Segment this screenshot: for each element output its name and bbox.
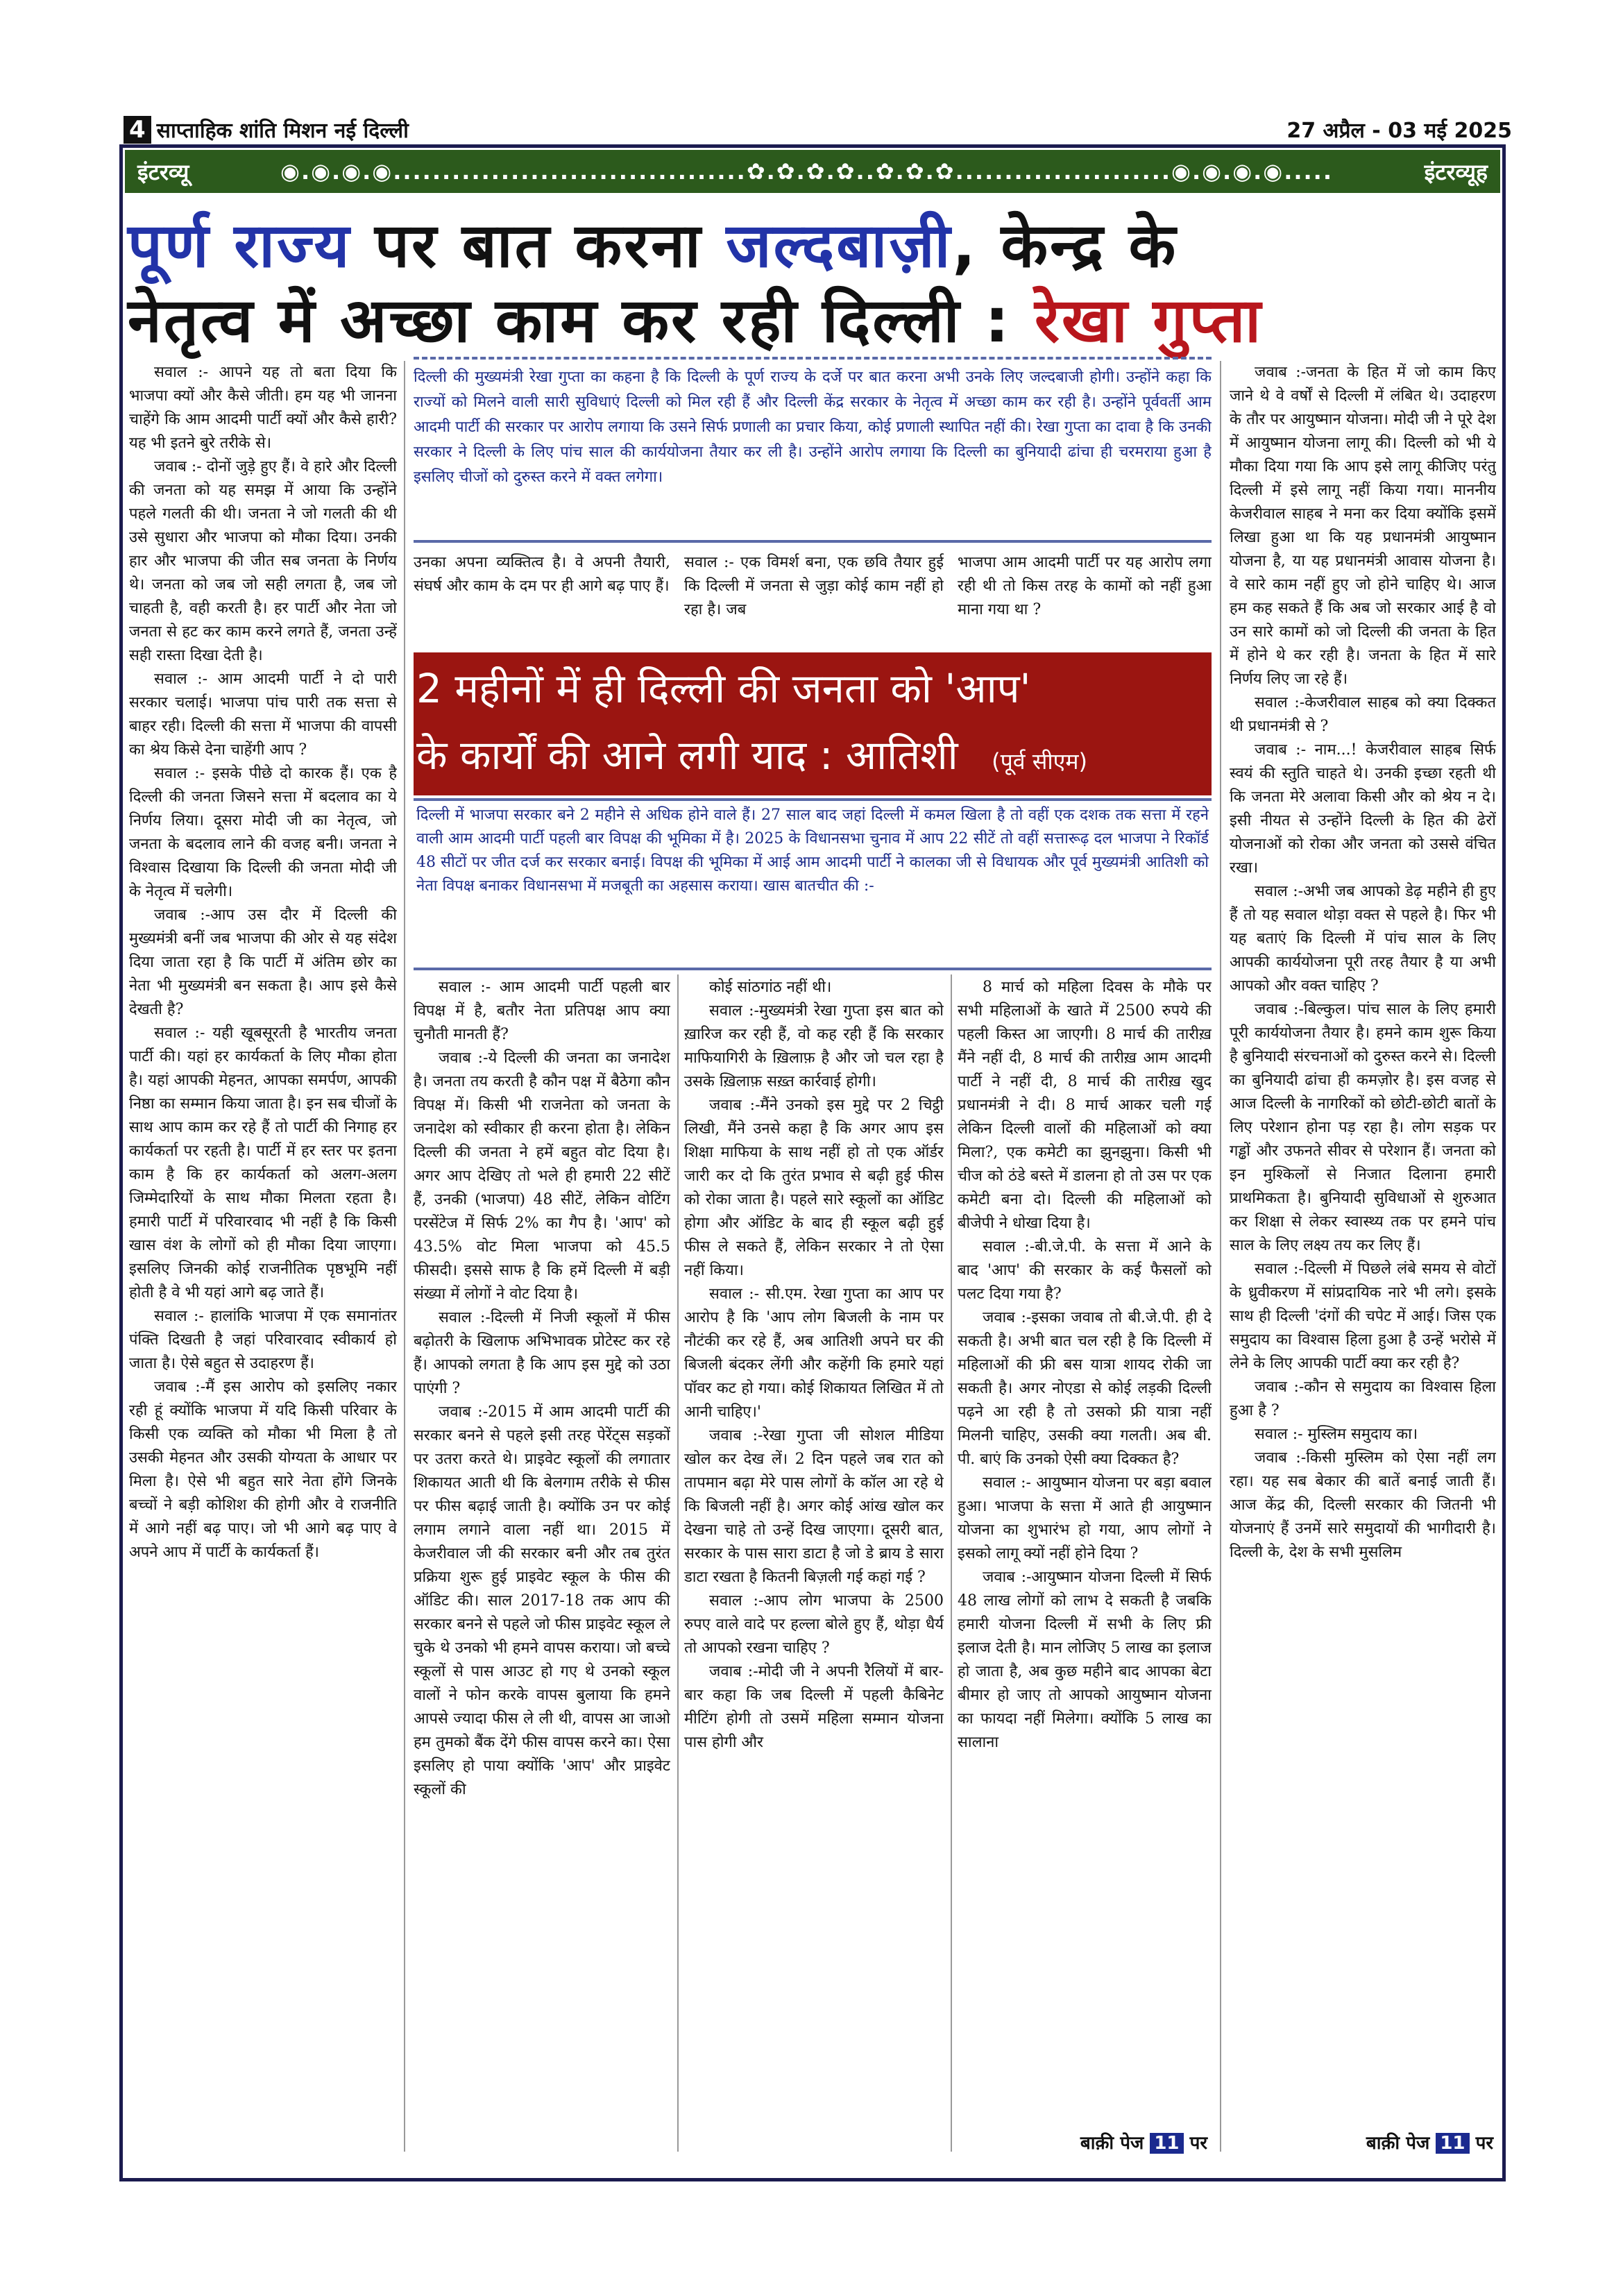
mid-top-column-2: सवाल :- एक विमर्श बना, एक छवि तैयार हुई कि दिल्ली में जनता से जुड़ा कोई काम नहीं हो रहा है। जब bbox=[684, 554, 944, 618]
paragraph: जवाब :-रेखा गुप्ता जी सोशल मीडिया खोल कर देख लें। 2 दिन पहले जब रात को तापमान बढ़ा मेरे पास लोगों के कॉल आ रहे थे कि बिजली नहीं है। अगर कोई आंख खोल कर देखना चाहे तो उन्हें दिख जाएगा। दूसरी बात, सरकार के पास सारा डाटा है जो डे ब्राय डे सारा डाटा रखता है कितनी बिज़ली गई कहां गई ? bbox=[684, 1427, 944, 1586]
paragraph: जवाब :-ये दिल्ली की जनता का जनादेश है। जनता तय करती है कौन पक्ष में बैठेगा कौन विपक्ष में। किसी भी राजनेता को जनता के जनादेश को स्वीकार ही करना होता है। लेकिन दिल्ली की जनता ने हमें बहुत वोट दिया है। अगर आप देखिए तो भले ही हमारी 22 सीटें हैं, उनकी (भाजपा) 48 सीटें, लेकिन वोटिंग परसेंटेज में सिर्फ 2% का गैप है। 'आप' को 43.5% वोट मिला भाजपा को 45.5 फीसदी। इससे साफ है कि हमें दिल्ली में बड़ी संख्या में लोगों ने वोट दिया है। bbox=[414, 1049, 670, 1303]
page-number: 4 bbox=[124, 116, 151, 144]
paragraph: जवाब :- दोनों जुड़े हुए हैं। वे हारे और दिल्ली की जनता को यह समझ में आया कि उन्होंने पहले गलती की थी। जनता ने जो गलती की थी उसे सुधारा और भाजपा को मौका दिया। उनकी हार और भाजपा की जीत सब जनता के निर्णय थे। जनता को जब जो सही लगता है, जब जो चाहती है, वही करती है। हर पार्टी और नेता जो जनता से हट कर काम करने लगते हैं, जनता उन्हें सही रास्ता दिखा देती है। bbox=[129, 458, 397, 664]
continued-page: 11 bbox=[1436, 2133, 1469, 2154]
main-headline-line2 bbox=[128, 283, 1495, 358]
continued-suffix: पर bbox=[1189, 2133, 1207, 2154]
paragraph: जवाब :-मोदी जी ने अपनी रैलियों में बार-बार कहा कि जब दिल्ली में पहली कैबिनेट मीटिंग होगी तो उसमें महिला सम्मान योजना पास होगी और bbox=[684, 1663, 944, 1751]
article-column-3 bbox=[684, 976, 944, 2156]
second-headline-banner bbox=[414, 652, 1212, 795]
issue-date: 27 अप्रैल - 03 मई 2025 bbox=[1286, 119, 1512, 143]
paragraph: जवाब :-आयुष्मान योजना दिल्ली में सिर्फ 48 लाख लोगों को लाभ दे सकती है जबकि हमारी योजना दिल्ली में सभी के लिए फ्री इलाज देती है। मान लोजिए 5 लाख का इलाज हो जाता है, अब कुछ महीने बाद आपका बेटा बीमार हो जाए तो आपको आयुष्मान योजना का फायदा नहीं मिलेगा। क्योंकि 5 लाख का सालाना bbox=[958, 1569, 1212, 1751]
paragraph: जवाब :-मैं इस आरोप को इसलिए नकार रही हूं क्योंकि भाजपा में यदि किसी परिवार के किसी एक व्यक्ति को मौका भी मिला है तो उसकी मेहनत और उसकी योग्यता के आधार पर मिला है। ऐसे भी बहुत सारे नेता होंगे जिनके बच्चों ने बड़ी कोशिश की होगी और वे राजनीति में आगे नहीं बढ़ पाए। जो भी आगे बढ़ पाए वे अपने आप में पार्टी के कार्यकर्ता हैं। bbox=[129, 1378, 397, 1561]
paragraph: जवाब :-मैंने उनको इस मुद्दे पर 2 चिट्ठी लिखी, मैंने उनसे कहा है कि अगर आप इस शिक्षा माफिया के साथ नहीं हो तो एक ऑर्डर जारी कर दो कि तुरंत प्रभाव से बढ़ी हुई फीस को रोका जाता है। पहले सारे स्कूलों का ऑडिट होगा और ऑडिट के बाद ही स्कूल बढ़ी हुई फीस ले सकते हैं, लेकिन सरकार ने तो ऐसा नहीं किया। bbox=[684, 1097, 944, 1279]
paragraph: सवाल :-अभी जब आपको डेढ़ महीने ही हुए हैं तो यह सवाल थोड़ा वक्त से पहले है। फिर भी यह बताएं कि दिल्ली में पांच साल के लिए आपकी कार्ययोजना पूरी तरह तैयार है या अभी आपको और वक्त चाहिए ? bbox=[1230, 883, 1496, 995]
banner-line2 bbox=[416, 722, 1209, 795]
article-column-1 bbox=[129, 361, 397, 2166]
publication-name: साप्ताहिक शांति मिशन नई दिल्ली bbox=[156, 119, 409, 143]
paragraph: सवाल :- आपने यह तो बता दिया कि भाजपा क्यों और कैसे जीती। हम यह भी जानना चाहेंगे कि आम आदमी पार्टी क्यों और कैसे हारी? यह भी इतने बुरे तरीके से। bbox=[129, 364, 397, 452]
column-divider bbox=[677, 974, 679, 2152]
column-divider bbox=[951, 974, 952, 2152]
paragraph: सवाल :-मुख्यमंत्री रेखा गुप्ता इस बात को ख़ारिज कर रही हैं, वो कह रही हैं कि सरकार माफियागिरी के ख़िलाफ़ है और जो चल रहा है उसके ख़िलाफ़ सख़्त कार्रवाई होगी। bbox=[684, 1002, 944, 1090]
continued-label: बाक़ी पेज bbox=[1080, 2133, 1144, 2154]
continued-suffix: पर bbox=[1475, 2133, 1493, 2154]
paragraph: कोई सांठगांठ नहीं थी। bbox=[709, 979, 832, 996]
article-column-4 bbox=[958, 976, 1212, 2121]
paragraph: जवाब :-कौन से समुदाय का विश्वास हिला हुआ है ? bbox=[1230, 1378, 1496, 1419]
second-intro: दिल्ली में भाजपा सरकार बने 2 महीने से अधिक होने वाले हैं। 27 साल बाद जहां दिल्ली में कमल खिला है तो वहीं एक दशक तक सत्ता में रहने वाली आम आदमी पार्टी पहली बार विपक्ष की भूमिका में है। 2025 के विधानसभा चुनाव में आप 22 सीटें तो वहीं सत्तारूढ़ दल भाजपा ने रिकॉर्ड 48 सीटों पर जीत दर्ज कर सरकार बनाई। विपक्ष की भूमिका में आई आम आदमी पार्टी ने कालका जी से विधायक और पूर्व मुख्यमंत्री आतिशी को नेता विपक्ष बनाकर विधानसभा में मजबूती का अहसास कराया। खास बातचीत की :- bbox=[414, 798, 1212, 970]
paragraph: सवाल :- हालांकि भाजपा में एक समानांतर पंक्ति दिखती है जहां परिवारवाद स्वीकार्य हो जाता है। ऐसे बहुत से उदाहरण हैं। bbox=[129, 1308, 397, 1372]
continued-page: 11 bbox=[1150, 2133, 1183, 2154]
continued-marker bbox=[1230, 2129, 1493, 2154]
paragraph: जवाब :-2015 में आम आदमी पार्टी की सरकार बनने से पहले इसी तरह पेरेंट्स सड़कों पर उतरा करते थे। प्राइवेट स्कूलों की लगातार शिकायत आती थी कि बेलगाम तरीके से फीस पर फीस बढ़ाई जाती है। क्योंकि उन पर कोई लगाम लगाने वाला नहीं था। 2015 में केजरीवाल जी की सरकार बनी और तब तुरंत प्रक्रिया शुरू हुई प्राइवेट स्कूल के फीस की ऑडिट की। साल 2017-18 तक आप की सरकार बनने से पहले जो फीस प्राइवेट स्कूल ले चुके थे उनको भी हमने वापस कराया। जो बच्चे स्कूलों से पास आउट हो गए थे उनको स्कूल वालों ने फोन करके वापस बुलाया कि हमने आपसे ज्यादा फीस ले ली थी, वापस आ जाओ हम तुमको बैंक देंगे फीस वापस करने का। ऐसा इसलिए हो पाया क्योंकि 'आप' और प्राइवेट स्कूलों की bbox=[414, 1403, 670, 1798]
paragraph: सवाल :- इसके पीछे दो कारक हैं। एक है दिल्ली की जनता जिसने सत्ता में बदलाव का ये निर्णय लिया। दूसरा मोदी जी का नेतृत्व, जो जनता के बदलाव लाने की वजह बनी। जनता ने विश्वास दिखाया कि दिल्ली की जनता मोदी जी के नेतृत्व में चलेगी। bbox=[129, 765, 397, 900]
paragraph: सवाल :- यही खूबसूरती है भारतीय जनता पार्टी की। यहां हर कार्यकर्ता के लिए मौका होता है। यहां आपकी मेहनत, आपका समर्पण, आपकी निष्ठा का सम्मान किया जाता है। इन सब चीजों के साथ आप काम कर रहे हैं तो पार्टी की निगाह हर कार्यकर्ता पर रहती है। पार्टी में हर स्तर पर इतना काम है कि हर कार्यकर्ता को अलग-अलग जिम्मेदारियों के साथ मौका मिलता रहता है। हमारी पार्टी में परिवारवाद भी नहीं है कि किसी खास वंश के लोगों को ही मौका दिया जाएगा। इसलिए जिनकी कोई राजनीतिक पृष्ठभूमि नहीं होती है वे भी यहां आगे बढ़ जाते हैं। bbox=[129, 1024, 397, 1301]
band-label-right: इंटरव्यूह bbox=[1424, 158, 1488, 185]
banner-tag: (पूर्व सीएम) bbox=[992, 748, 1087, 775]
article-column-5 bbox=[1230, 361, 1496, 2124]
page-header-left bbox=[124, 115, 409, 144]
paragraph: जवाब :-किसी मुस्लिम को ऐसा नहीं लग रहा। यह सब बेकार की बातें बनाई जाती हैं। आज केंद्र की, दिल्ली सरकार की जितनी भी योजनाएं हैं उनमें सारे समुदायों की भागीदारी है। दिल्ली के, देश के सभी मुसलिम bbox=[1230, 1449, 1496, 1561]
banner-line1: 2 महीनों में ही दिल्ली की जनता को 'आप' bbox=[416, 665, 1031, 712]
paragraph: जवाब :- नाम...! केजरीवाल साहब सिर्फ स्वयं की स्तुति चाहते थे। उनकी इच्छा रहती थी कि जनता मेरे अलावा किसी और को श्रेय न दे। इसी नीयत से उन्होंने दिल्ली के हित की ढेरों योजनाओं को रोका और जनता को उससे वंचित रखा। bbox=[1230, 741, 1496, 877]
intro-summary: दिल्ली की मुख्यमंत्री रेखा गुप्ता का कहना है कि दिल्ली के पूर्ण राज्य के दर्जे पर बात करना अभी उनके लिए जल्दबाजी होगी। उन्होंने कहा कि राज्यों को मिलने वाली सारी सुविधाएं दिल्ली को मिल रही हैं और दिल्ली केंद्र सरकार के नेतृत्व में अच्छा काम कर रही है। उन्होंने पूर्ववर्ती आम आदमी पार्टी की सरकार पर आरोप लगाया कि उसने सिर्फ प्रणाली का प्रचार किया, कोई प्रणाली स्थापित नहीं की। रेखा गुप्ता का दावा है कि उनकी सरकार ने दिल्ली के लिए पांच साल की कार्ययोजना तैयार कर ली है। उन्होंने आरोप लगाया कि दिल्ली का बुनियादी ढांचा ही चरमराया हुआ है इसलिए चीजों को दुरुस्त करने में वक्त लगेगा। bbox=[414, 357, 1212, 543]
continued-marker bbox=[958, 2129, 1207, 2154]
headline-part: पूर्ण राज्य bbox=[128, 210, 352, 281]
headline-speaker: रेखा गुप्ता bbox=[1035, 285, 1264, 356]
paragraph: सवाल :-दिल्ली में पिछले लंबे समय से वोटों के ध्रुवीकरण में सांप्रदायिक नारे भी लगे। इसके साथ ही दिल्ली 'दंगों की चपेट में आई। जिस एक समुदाय का विश्वास हिला हुआ है उन्हें भरोसे में लेने के लिए आपकी पार्टी क्या कर रही है? bbox=[1230, 1260, 1496, 1372]
paragraph: जवाब :-इसका जवाब तो बी.जे.पी. ही दे सकती है। अभी बात चल रही है कि दिल्ली में महिलाओं की फ्री बस यात्रा शायद रोकी जा सकती है। अगर नोएडा से कोई लड़की दिल्ली पढ़ने आ रही है तो उसको फ्री यात्रा नहीं मिलनी चाहिए, उसकी क्या गलती। अब बी. पी. बाएं कि उनको ऐसी क्या दिक्कत है? bbox=[958, 1309, 1212, 1468]
paragraph: सवाल :- आम आदमी पार्टी पहली बार विपक्ष में है, बतौर नेता प्रतिपक्ष आप क्या चुनौती मानती हैं? bbox=[414, 979, 670, 1043]
paragraph: जवाब :-बिल्कुल। पांच साल के लिए हमारी पूरी कार्ययोजना तैयार है। हमने काम शुरू किया है बुनियादी संरचनाओं को दुरुस्त करने से। दिल्ली का बुनियादी ढांचा ही कमज़ोर है। इस वजह से आज दिल्ली के नागरिकों को छोटी-छोटी बातों के लिए परेशान होना पड़ रहा है। लोग सड़क पर गड्ढों और उफनते सीवर से परेशान हैं। जनता को इन मुश्किलों से निजात दिलाना हमारी प्राथमिकता है। बुनियादी सुविधाओं से शुरुआत कर शिक्षा से लेकर स्वास्थ्य तक पर हमने पांच साल के लिए लक्ष्य तय कर लिए हैं। bbox=[1230, 1001, 1496, 1254]
article-column-2 bbox=[414, 976, 670, 2156]
banner-line2-text: के कार्यों की आने लगी याद : आतिशी bbox=[416, 732, 958, 779]
main-headline-line1 bbox=[128, 208, 1495, 283]
paragraph: 8 मार्च को महिला दिवस के मौके पर सभी महिलाओं के खाते में 2500 रुपये की पहली किस्त आ जाएगी। 8 मार्च की तारीख़ मैंने नहीं दी, 8 मार्च की तारीख़ आम आदमी पार्टी ने नहीं दी, 8 मार्च की तारीख़ खुद प्रधानमंत्री ने दी। 8 मार्च आकर चली गई लेकिन दिल्ली वालों की महिलाओं को क्या मिला?, एक कमेटी का झुनझुना। किसी भी चीज को ठंडे बस्ते में डालना हो तो उस पर एक कमेटी बना दो। दिल्ली की महिलाओं को बीजेपी ने धोखा दिया है। bbox=[958, 979, 1212, 1232]
section-band bbox=[125, 150, 1500, 193]
continued-label: बाक़ी पेज bbox=[1366, 2133, 1430, 2154]
mid-top-column-3: भाजपा आम आदमी पार्टी पर यह आरोप लगा रही थी तो किस तरह के कामों को नहीं हुआ माना गया था ? bbox=[958, 554, 1212, 618]
band-ornament: ◉.◉.◉.◉....................................✿.✿.✿.✿..✿.✿.✿......................◉.◉.◉.◉..... bbox=[280, 158, 1333, 185]
headline-part: , केन्द्र के bbox=[952, 210, 1178, 281]
column-divider bbox=[404, 361, 405, 2152]
band-label-left: इंटरव्यू bbox=[137, 158, 189, 185]
paragraph: सवाल :-बी.जे.पी. के सत्ता में आने के बाद 'आप' की सरकार के कई फैसलों को पलट दिया गया है? bbox=[958, 1238, 1212, 1303]
paragraph: सवाल :- आम आदमी पार्टी ने दो पारी सरकार चलाई। भाजपा पांच पारी तक सत्ता से बाहर रही। दिल्ली की सत्ता में भाजपा की वापसी का श्रेय किसे देना चाहेंगी आप ? bbox=[129, 670, 397, 759]
column-divider bbox=[1220, 361, 1221, 2152]
mid-top-column-1: उनका अपना व्यक्तित्व है। वे अपनी तैयारी, संघर्ष और काम के दम पर ही आगे बढ़ पाए हैं। bbox=[414, 554, 670, 595]
paragraph: जवाब :-आप उस दौर में दिल्ली की मुख्यमंत्री बनीं जब भाजपा की ओर से यह संदेश दिया जाता रहा है कि पार्टी में अंतिम छोर का नेता भी मुख्यमंत्री बन सकता है। आप इसे कैसे देखती है? bbox=[129, 906, 397, 1018]
headline-part: नेतृत्व में अच्छा काम कर रही दिल्ली : bbox=[128, 285, 1035, 356]
paragraph: सवाल :-केजरीवाल साहब को क्या दिक्कत थी प्रधानमंत्री से ? bbox=[1230, 694, 1496, 735]
paragraph: सवाल :-आप लोग भाजपा के 2500 रुपए वाले वादे पर हल्ला बोले हुए हैं, थोड़ा धैर्य तो आपको रखना चाहिए ? bbox=[684, 1592, 944, 1657]
paragraph: सवाल :- सी.एम. रेखा गुप्ता का आप पर आरोप है कि 'आप लोग बिजली के नाम पर नौटंकी कर रहे हैं, अब आतिशी अपने घर की बिजली बंदकर लेंगी और कहेंगी कि हमारे यहां पॉवर कट हो गया। कोई शिकायत लिखित में तो आनी चाहिए।' bbox=[684, 1285, 944, 1421]
headline-part: पर बात करना bbox=[351, 210, 726, 281]
paragraph: सवाल :-दिल्ली में निजी स्कूलों में फीस बढ़ोतरी के खिलाफ अभिभावक प्रोटेस्ट कर रहे हैं। आपको लगता है कि आप इस मुद्दे को उठा पाएंगी ? bbox=[414, 1309, 670, 1397]
headline-part: जल्दबाज़ी bbox=[726, 210, 953, 281]
paragraph: सवाल :- आयुष्मान योजना पर बड़ा बवाल हुआ। भाजपा के सत्ता में आते ही आयुष्मान योजना का शुभारंभ हो गया, आप लोगों ने इसको लागू क्यों नहीं होने दिया ? bbox=[958, 1474, 1212, 1562]
paragraph: जवाब :-जनता के हित में जो काम किए जाने थे वे वर्षों से दिल्ली में लंबित थे। उदाहरण के तौर पर आयुष्मान योजना। मोदी जी ने पूरे देश में आयुष्मान योजना लागू की। दिल्ली को भी ये मौका दिया गया कि आप इसे लागू कीजिए परंतु दिल्ली में इसे लागू नहीं किया गया। माननीय केजरीवाल साहब ने मना कर दिया क्योंकि इसमें लिखा हुआ था कि यह प्रधानमंत्री आयुष्मान योजना है, या यह प्रधानमंत्री आवास योजना है। वे सारे काम नहीं हुए जो होने चाहिए थे। आज हम कह सकते हैं कि अब जो सरकार आई है वो उन सारे कामों को जो दिल्ली की जनता के हित में होने थे कर रही है। जनता के हित में सारे निर्णय लिए जा रहे हैं। bbox=[1230, 364, 1496, 688]
paragraph: सवाल :- मुस्लिम समुदाय का। bbox=[1255, 1426, 1418, 1443]
